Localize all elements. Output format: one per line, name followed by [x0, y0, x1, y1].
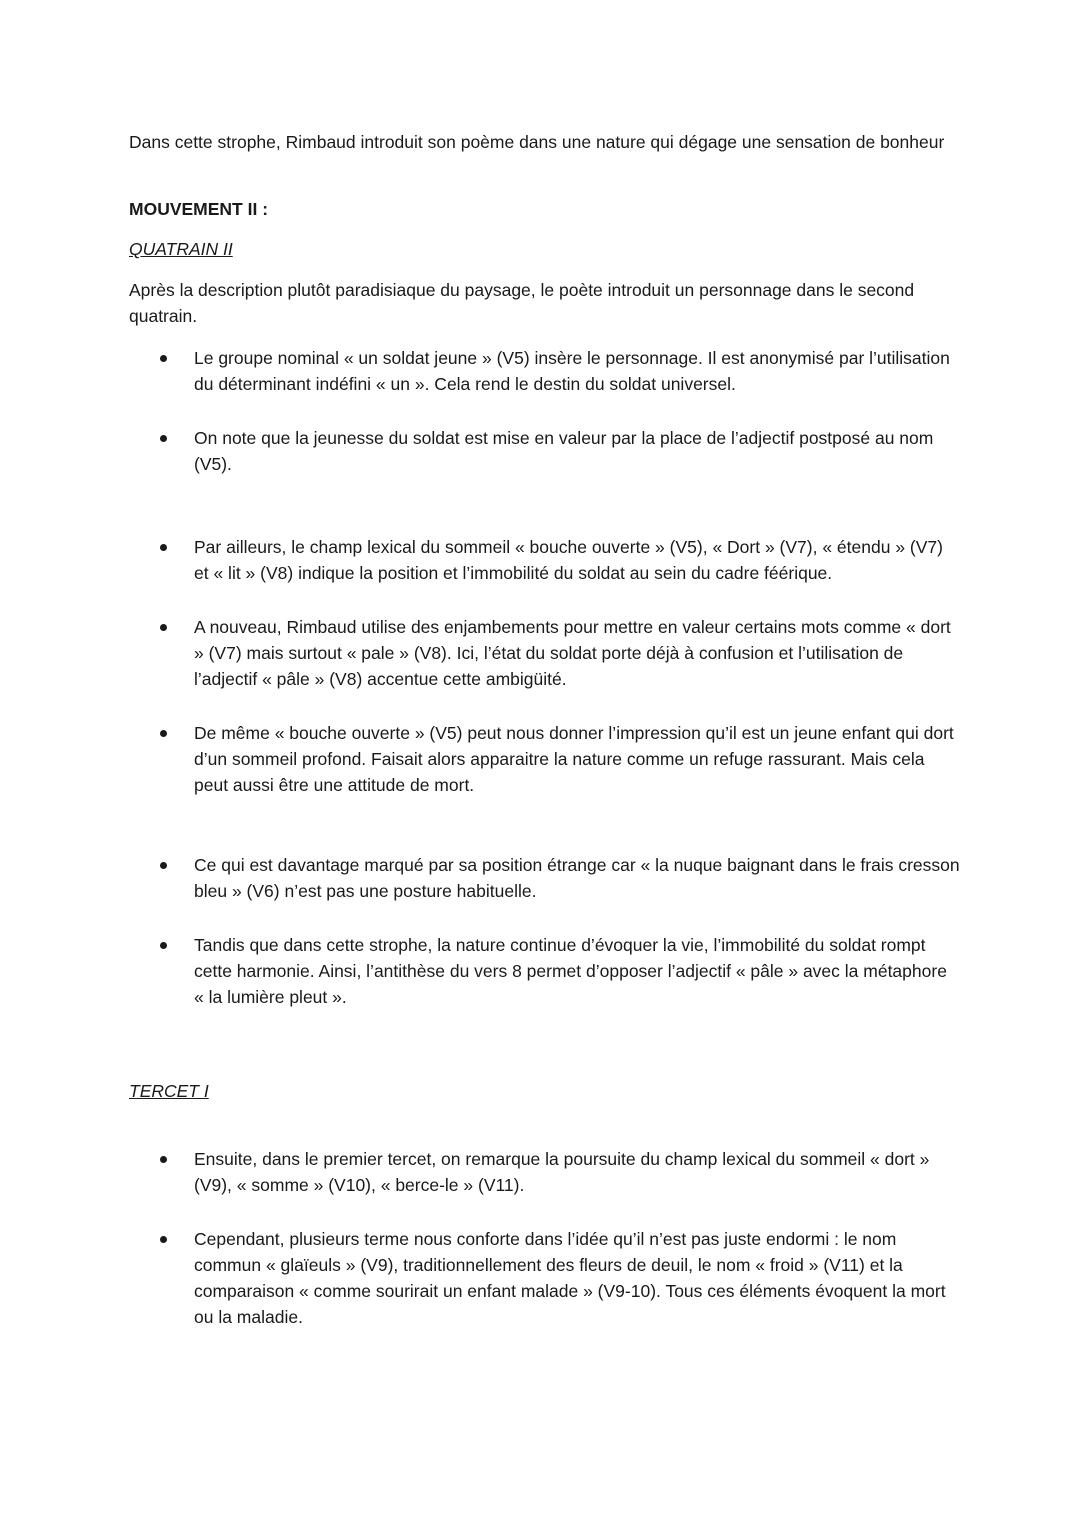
- list-item-text: Cependant, plusieurs terme nous conforte dans l’idée qu’il n’est pas juste endormi : le nom commun « glaïeuls » (V9), traditionnellement des fleurs de deuil, le nom « froid » (V11) et la comparaison « comme sourirait un enfant malade » (V9-10). Tous ces éléments évoquent la mort ou la maladie.: [194, 1229, 946, 1327]
- list-item-text: De même « bouche ouverte » (V5) peut nous donner l’impression qu’il est un jeune enfant qui dort d’un sommeil profond. Faisait alors apparaitre la nature comme un refuge rassurant. Mais cela peut aussi être une attitude de mort.: [194, 723, 954, 795]
- list-item-text: Le groupe nominal « un soldat jeune » (V5) insère le personnage. Il est anonymisé par l’utilisation du déterminant indéfini « un ». Cela rend le destin du soldat universel.: [194, 348, 950, 394]
- movement-heading: MOUVEMENT II :: [129, 199, 269, 219]
- tercet-heading: TERCET I: [129, 1081, 209, 1101]
- bullet-icon: [160, 624, 167, 631]
- bullet-icon: [160, 730, 167, 737]
- bullet-icon: [160, 862, 167, 869]
- list-item-text: A nouveau, Rimbaud utilise des enjambements pour mettre en valeur certains mots comme « dort » (V7) mais surtout « pale » (V8). Ici, l’état du soldat porte déjà à confusion et l’utilisation de l’adjectif « pâle » (V8) accentue cette ambigüité.: [194, 617, 951, 689]
- intro-paragraph: Dans cette strophe, Rimbaud introduit son poème dans une nature qui dégage une sensation de bonheur: [129, 132, 945, 152]
- bullet-icon: [160, 1156, 167, 1163]
- list-item-text: Ensuite, dans le premier tercet, on remarque la poursuite du champ lexical du sommeil « dort » (V9), « somme » (V10), « berce-le » (V11).: [194, 1149, 930, 1195]
- bullet-icon: [160, 435, 167, 442]
- bullet-icon: [160, 942, 167, 949]
- list-item-text: Tandis que dans cette strophe, la nature continue d’évoquer la vie, l’immobilité du soldat rompt cette harmonie. Ainsi, l’antithèse du vers 8 permet d’opposer l’adjectif « pâle » avec la métaphore « la lumière pleut ».: [194, 935, 947, 1007]
- bullet-icon: [160, 355, 167, 362]
- list-item-text: Par ailleurs, le champ lexical du sommeil « bouche ouverte » (V5), « Dort » (V7), « étendu » (V7) et « lit » (V8) indique la position et l’immobilité du soldat au sein du cadre féérique.: [194, 537, 943, 583]
- bullet-icon: [160, 544, 167, 551]
- list-item-text: On note que la jeunesse du soldat est mise en valeur par la place de l’adjectif postposé au nom (V5).: [194, 428, 934, 474]
- quatrain-intro-paragraph: Après la description plutôt paradisiaque du paysage, le poète introduit un personnage dans le second quatrain.: [129, 280, 915, 326]
- bullet-icon: [160, 1236, 167, 1243]
- quatrain-heading: QUATRAIN II: [129, 239, 233, 259]
- list-item-text: Ce qui est davantage marqué par sa position étrange car « la nuque baignant dans le frais cresson bleu » (V6) n’est pas une posture habituelle.: [194, 855, 960, 901]
